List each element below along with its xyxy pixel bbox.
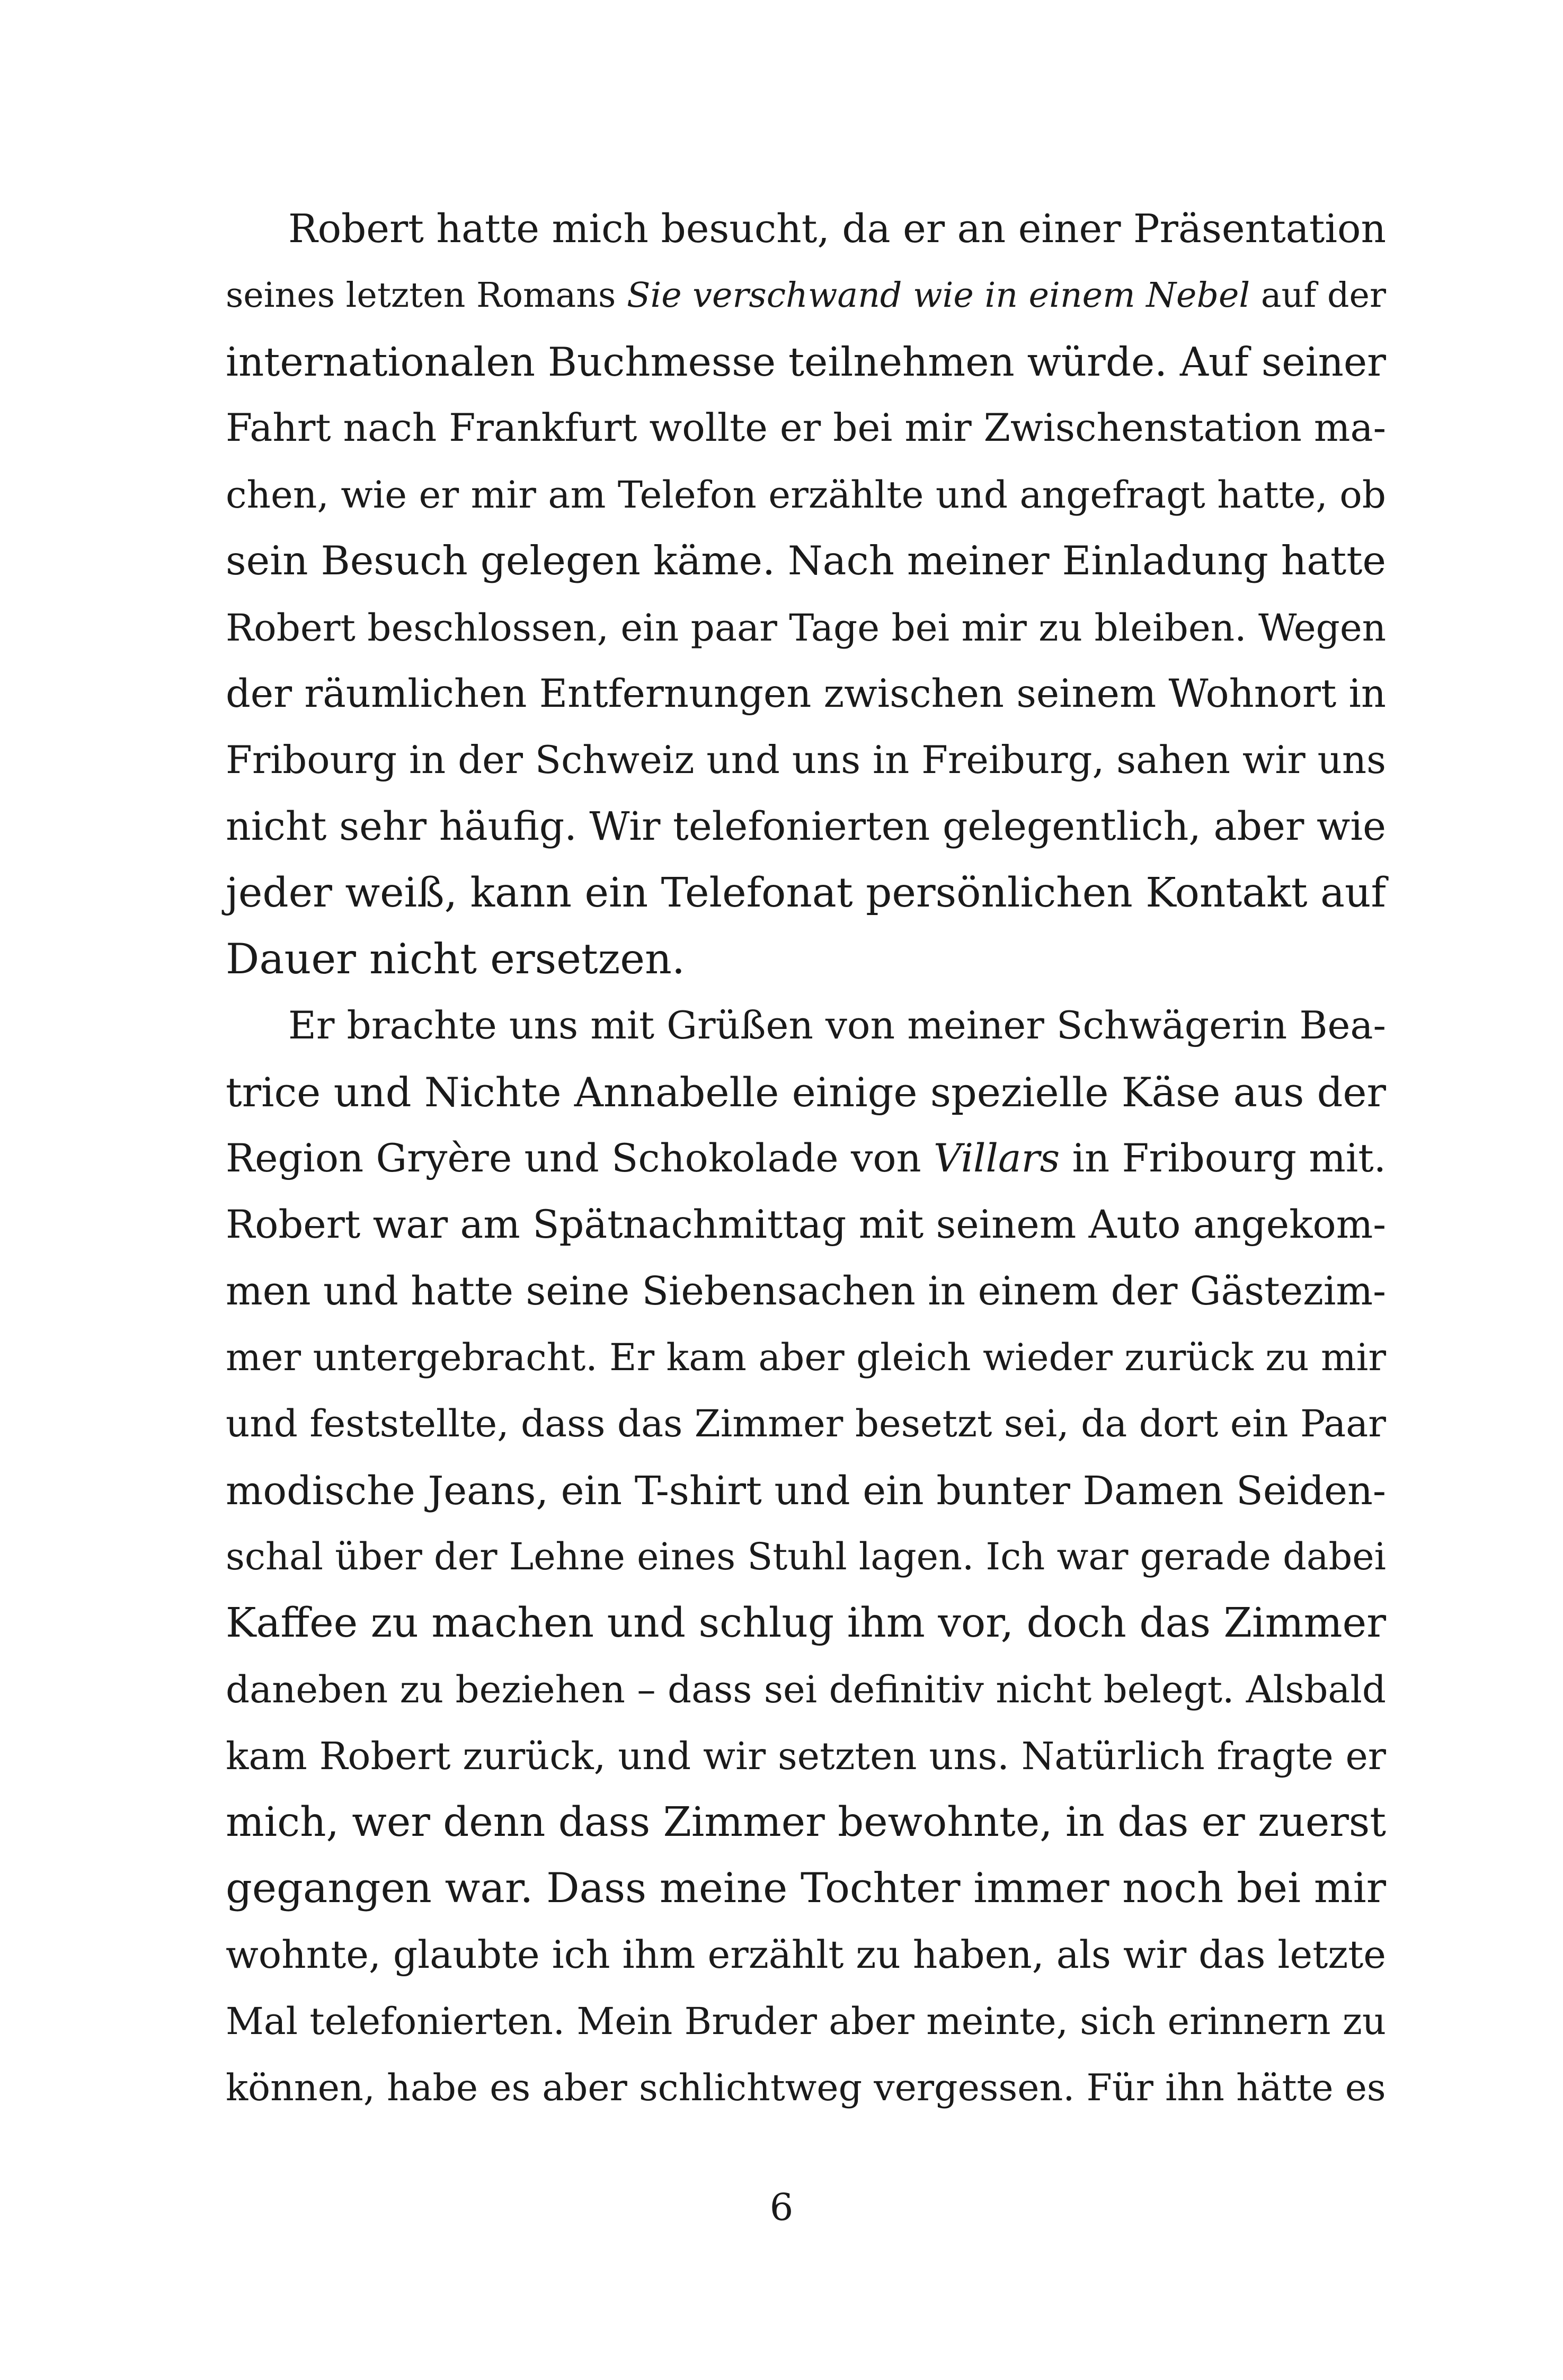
paragraph <box>226 993 1386 2121</box>
italic-title: Villars <box>934 1136 1060 1182</box>
text-line <box>226 528 1386 594</box>
text-line <box>226 2055 1386 2121</box>
text-line <box>226 196 1386 262</box>
text-line <box>226 395 1386 461</box>
text-segment: daneben zu beziehen – dass sei definitiv nicht belegt. Alsbald <box>226 1667 1386 1711</box>
text-segment: jeder weiß, kann ein Telefonat persönlichen Kontakt auf <box>226 869 1386 917</box>
text-segment: seines letzten Romans <box>226 276 627 316</box>
text-segment: Er brachte uns mit Grüßen von meiner Schwägerin Bea- <box>288 1003 1386 1048</box>
text-line <box>226 1192 1386 1258</box>
text-segment: Dauer nicht ersetzen. <box>226 935 685 984</box>
text-line <box>226 993 1386 1059</box>
italic-title: Sie verschwand wie in einem Nebel <box>627 276 1250 316</box>
paragraph <box>226 196 1386 993</box>
text-line <box>226 1391 1386 1457</box>
text-line <box>226 1524 1386 1590</box>
text-segment: chen, wie er mir am Telefon erzählte und angefragt hatte, ob <box>226 473 1386 517</box>
text-line <box>226 461 1386 528</box>
text-line <box>226 1723 1386 1789</box>
text-line <box>226 262 1386 328</box>
text-segment: Robert hatte mich besucht, da er an einer Präsentation <box>288 206 1386 252</box>
text-segment: Kaffee zu machen und schlug ihm vor, doch das Zimmer <box>226 1600 1386 1647</box>
text-line <box>226 926 1386 992</box>
text-line <box>226 1059 1386 1125</box>
text-line <box>226 1258 1386 1325</box>
text-segment: schal über der Lehne eines Stuhl lagen. Ich war gerade dabei <box>226 1535 1386 1578</box>
text-line <box>226 794 1386 860</box>
text-segment: Fribourg in der Schweiz und uns in Freiburg, sahen wir uns <box>226 738 1386 783</box>
text-segment: Robert war am Spätnachmittag mit seinem Auto angekom- <box>226 1202 1386 1248</box>
text-line <box>226 1590 1386 1656</box>
text-segment: mer untergebracht. Er kam aber gleich wieder zurück zu mir <box>226 1336 1386 1380</box>
text-line <box>226 1657 1386 1723</box>
text-segment: können, habe es aber schlichtweg vergessen. Für ihn hätte es <box>226 2066 1386 2110</box>
text-line <box>226 1789 1386 1855</box>
text-segment: und feststellte, dass das Zimmer besetzt sei, da dort ein Paar <box>226 1402 1386 1446</box>
text-segment: nicht sehr häufig. Wir telefonierten gelegentlich, aber wie <box>226 803 1386 849</box>
text-line <box>226 1125 1386 1192</box>
text-segment: wohnte, glaubte ich ihm erzählt zu haben, als wir das letzte <box>226 1932 1386 1977</box>
text-line <box>226 1325 1386 1391</box>
text-segment: Region Gryère und Schokolade von <box>226 1136 934 1182</box>
text-segment: der räumlichen Entfernungen zwischen seinem Wohnort in <box>226 671 1386 717</box>
text-line <box>226 594 1386 661</box>
text-line <box>226 860 1386 926</box>
text-line <box>226 661 1386 727</box>
text-segment: in Fribourg mit. <box>1060 1136 1386 1182</box>
text-segment: auf der <box>1250 276 1386 316</box>
text-segment: kam Robert zurück, und wir setzten uns. Natürlich fragte er <box>226 1734 1386 1778</box>
text-segment: internationalen Buchmesse teilnehmen würde. Auf seiner <box>226 338 1386 385</box>
text-line <box>226 1458 1386 1524</box>
text-segment: Robert beschlossen, ein paar Tage bei mir zu bleiben. Wegen <box>226 605 1387 650</box>
text-segment: sein Besuch gelegen käme. Nach meiner Einladung hatte <box>226 537 1386 584</box>
text-segment: Mal telefonierten. Mein Bruder aber meinte, sich erinnern zu <box>226 2000 1386 2044</box>
text-segment: mich, wer denn dass Zimmer bewohnte, in das er zuerst <box>226 1799 1386 1846</box>
body-text <box>226 196 1386 2121</box>
text-line <box>226 727 1386 793</box>
text-segment: Fahrt nach Frankfurt wollte er bei mir Zwischenstation ma- <box>226 405 1386 450</box>
text-segment: modische Jeans, ein T-shirt und ein bunter Damen Seiden- <box>226 1467 1386 1514</box>
text-segment: men und hatte seine Siebensachen in einem der Gästezim- <box>226 1268 1386 1314</box>
text-line <box>226 329 1386 395</box>
text-line <box>226 1855 1386 1922</box>
text-line <box>226 1988 1386 2055</box>
text-line <box>226 1922 1386 1988</box>
page-number: 6 <box>769 2186 794 2229</box>
text-segment: gegangen war. Dass meine Tochter immer noch bei mir <box>226 1864 1386 1913</box>
text-segment: trice und Nichte Annabelle einige spezielle Käse aus der <box>226 1068 1386 1116</box>
